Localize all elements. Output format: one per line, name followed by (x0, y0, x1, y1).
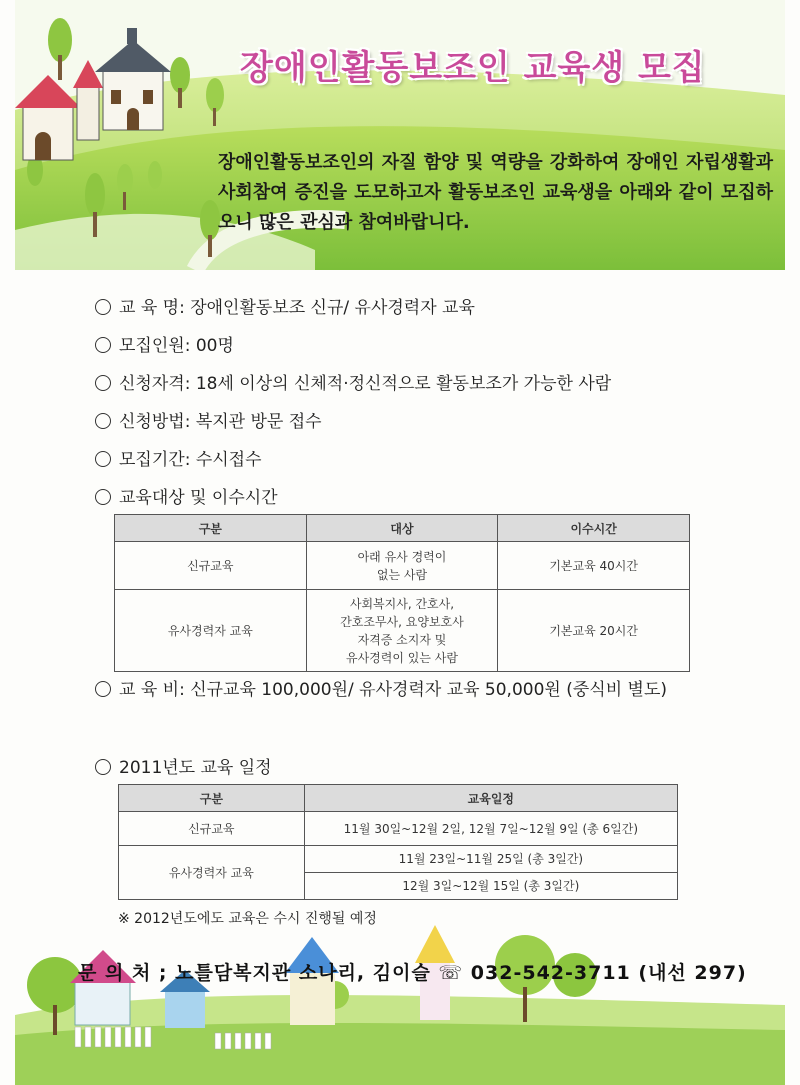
table-cell: 12월 3일~12월 15일 (총 3일간) (304, 873, 677, 900)
table-cell: 아래 유사 경력이 없는 사람 (306, 542, 498, 590)
fee-item: 교 육 비: 신규교육 100,000원/ 유사경력자 교육 50,000원 (중식비 별도) (95, 675, 667, 700)
table-cell: 신규교육 (115, 542, 307, 590)
contact-info: 문 의 처 ; 노틀담복지관 소나리, 김이슬 ☏ 032-542-3711 (내선 297) (78, 962, 747, 984)
circle-bullet-icon (95, 375, 111, 391)
table-header: 대상 (306, 515, 498, 542)
circle-bullet-icon (95, 681, 111, 697)
circle-bullet-icon (95, 299, 111, 315)
page-title: 장애인활동보조인 교육생 모집 (240, 48, 706, 88)
table-cell: 신규교육 (119, 812, 305, 846)
circle-bullet-icon (95, 759, 111, 775)
table-cell: 유사경력자 교육 (115, 590, 307, 672)
circle-bullet-icon (95, 413, 111, 429)
note-text: ※ 2012년도에도 교육은 수시 진행될 예정 (118, 911, 377, 927)
table-cell: 11월 30일~12월 2일, 12월 7일~12월 9일 (총 6일간) (304, 812, 677, 846)
table-header: 교육일정 (304, 785, 677, 812)
list-item: 신청방법: 복지관 방문 접수 (95, 407, 322, 432)
table-cell: 11월 23일~11월 25일 (총 3일간) (304, 846, 677, 873)
table-cell: 유사경력자 교육 (119, 846, 305, 900)
table-row (119, 846, 678, 873)
schedule-title-item: 2011년도 교육 일정 (95, 753, 272, 778)
table-row (115, 542, 690, 590)
circle-bullet-icon (95, 337, 111, 353)
list-item: 모집기간: 수시접수 (95, 445, 262, 470)
table-header: 구분 (115, 515, 307, 542)
list-item: 교육대상 및 이수시간 (95, 483, 278, 508)
target-hours-table (114, 514, 690, 672)
list-item: 신청자격: 18세 이상의 신체적·정신적으로 활동보조가 가능한 사람 (95, 369, 611, 394)
table-header: 구분 (119, 785, 305, 812)
table-cell: 기본교육 40시간 (498, 542, 690, 590)
table-cell: 사회복지사, 간호사, 간호조무사, 요양보호사 자격증 소지자 및 유사경력이 있는 사람 (306, 590, 498, 672)
footer-illustration (15, 915, 785, 1085)
circle-bullet-icon (95, 451, 111, 467)
table-row (115, 590, 690, 672)
table-cell: 기본교육 20시간 (498, 590, 690, 672)
schedule-table (118, 784, 678, 900)
intro-text: 장애인활동보조인의 자질 함양 및 역량을 강화하여 장애인 자립생활과 사회참여 증진을 도모하고자 활동보조인 교육생을 아래와 같이 모집하오니 많은 관심과 참여바랍니다. (218, 152, 773, 233)
circle-bullet-icon (95, 489, 111, 505)
table-row (119, 812, 678, 846)
table-header: 이수시간 (498, 515, 690, 542)
list-item: 교 육 명: 장애인활동보조 신규/ 유사경력자 교육 (95, 293, 475, 318)
list-item: 모집인원: 00명 (95, 331, 234, 356)
